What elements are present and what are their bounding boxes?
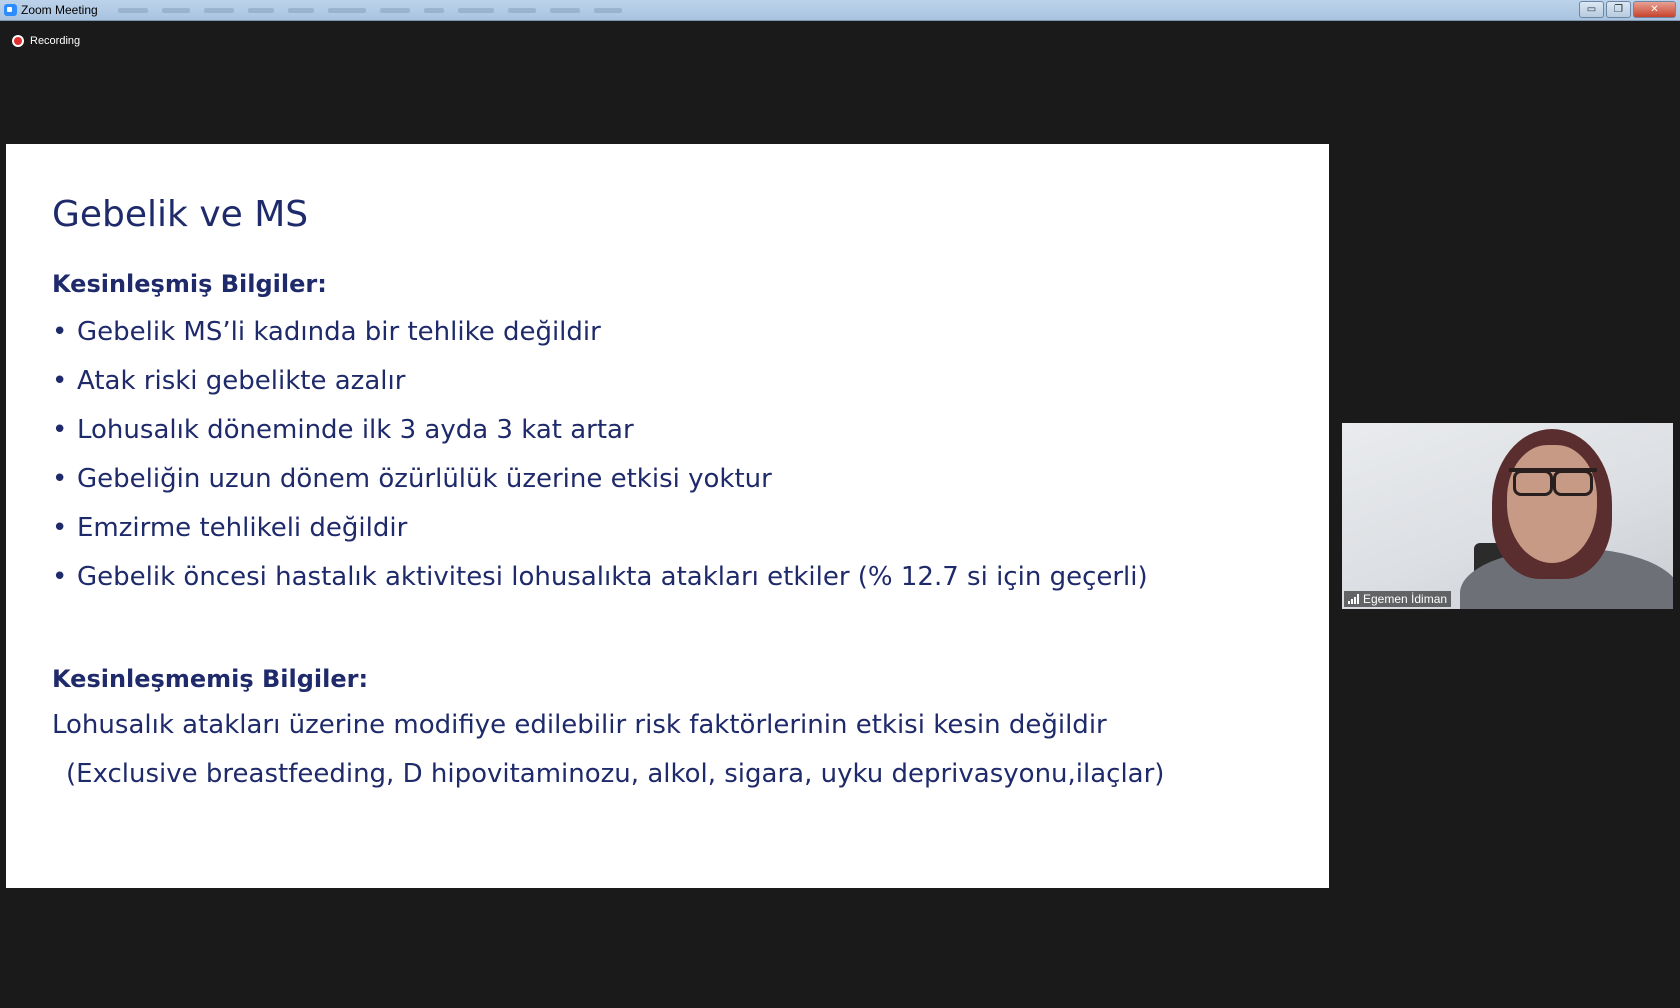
minimize-button[interactable]: ▭ [1579, 1, 1604, 18]
list-item [52, 512, 1148, 561]
window-controls [1577, 1, 1676, 18]
bullet-mark: • [52, 317, 68, 347]
unestablished-info-heading: Kesinleşmemiş Bilgiler: [52, 665, 369, 693]
video-person-glasses [1509, 468, 1597, 496]
restore-button[interactable]: ❐ [1606, 1, 1631, 18]
bullet-text: Lohusalık döneminde ilk 3 ayda 3 kat artar [77, 415, 634, 445]
video-person-face [1507, 445, 1597, 563]
list-item [52, 316, 1148, 365]
background-toolbar-ghost [118, 8, 818, 15]
recording-indicator[interactable] [12, 35, 80, 47]
established-info-list [52, 316, 1148, 610]
bullet-text: Gebelik öncesi hastalık aktivitesi lohusalıkta atakları etkiler (% 12.7 si için geçerli) [77, 562, 1148, 592]
shared-screen-slide [6, 144, 1329, 888]
unestablished-info-text: Lohusalık atakları üzerine modifiye edilebilir risk faktörlerinin etkisi kesin değildir [52, 710, 1107, 740]
bullet-mark: • [52, 513, 68, 543]
signal-strength-icon [1348, 594, 1359, 604]
bullet-mark: • [52, 562, 68, 592]
recording-icon [12, 35, 24, 47]
bullet-mark: • [52, 366, 68, 396]
bullet-text: Gebeliğin uzun dönem özürlülük üzerine etkisi yoktur [77, 464, 772, 494]
bullet-text: Atak riski gebelikte azalır [77, 366, 406, 396]
bullet-text: Gebelik MS’li kadında bir tehlike değildir [77, 317, 601, 347]
window-titlebar[interactable] [0, 0, 1680, 21]
list-item [52, 414, 1148, 463]
participant-name-label [1344, 591, 1451, 607]
bullet-text: Emzirme tehlikeli değildir [77, 513, 408, 543]
window-title: Zoom Meeting [21, 3, 98, 17]
bullet-mark: • [52, 415, 68, 445]
slide-title: Gebelik ve MS [52, 194, 309, 235]
participant-name: Egemen İdiman [1363, 592, 1448, 606]
bullet-mark: • [52, 464, 68, 494]
unestablished-info-detail: (Exclusive breastfeeding, D hipovitaminozu, alkol, sigara, uyku deprivasyonu,ilaçlar) [66, 759, 1165, 789]
participant-video-tile[interactable] [1342, 423, 1673, 609]
zoom-app-icon [4, 4, 17, 16]
close-button[interactable]: ✕ [1633, 1, 1676, 18]
established-info-heading: Kesinleşmiş Bilgiler: [52, 270, 327, 298]
list-item [52, 561, 1148, 610]
list-item [52, 463, 1148, 512]
recording-label: Recording [30, 35, 81, 47]
list-item [52, 365, 1148, 414]
